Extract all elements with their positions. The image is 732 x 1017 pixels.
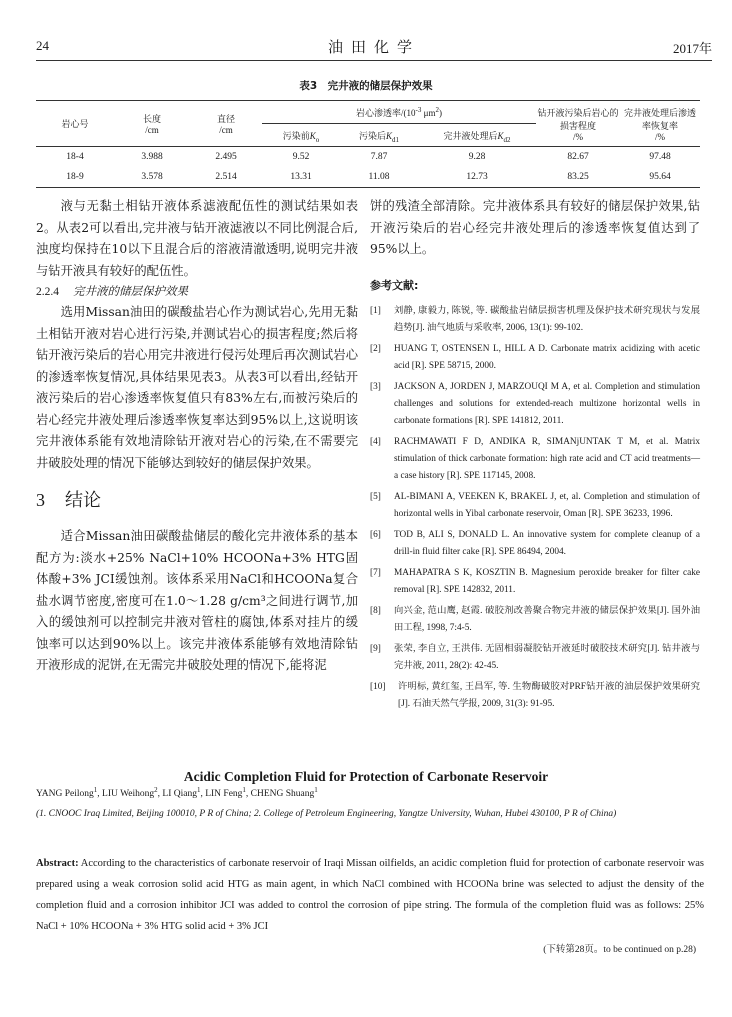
header-recovery-unit: /%: [655, 131, 665, 142]
cell-diameter: 2.514: [190, 167, 262, 188]
subsection-number: 2.2.4: [36, 286, 59, 298]
reference-item: [10] 许明标, 黄红玺, 王昌军, 等. 生物酶破胶对PRF钻开液的油层保护效果研究[J]. 石油天然气学报, 2009, 31(3): 91-95.: [370, 681, 700, 709]
reference-item: [7] MAHAPATRA S K, KOSZTIN B. Magnesium peroxide breaker for filter cake removal [R]. SPE 142832, 2011.: [370, 567, 700, 595]
header-permeability-group: 岩心渗透率$/(10^{-3}$ $\mu m^2$): [262, 101, 536, 124]
cell-diameter: 2.495: [190, 147, 262, 168]
cell-length: 3.578: [114, 167, 190, 188]
references-title: 参考文献:: [370, 278, 419, 292]
reference-item: [8] 向兴金, 范山鹰, 赵霞. 破胶剂改善聚合物完井液的储层保护效果[J]. 国外油田工程, 1998, 7:4-5.: [370, 605, 700, 633]
english-title: Acidic Completion Fluid for Protection of Carbonate Reservoir: [183, 769, 549, 784]
cell-damage: 83.25: [536, 167, 620, 188]
cell-damage: 82.67: [536, 147, 620, 168]
reference-item: [5] AL-BIMANI A, VEEKEN K, BRAKEL J, et, al. Completion and stimulation of horizontal wells in Yibal carbonate reservoir, Oman [R]. SPE 36233, 1996.: [370, 491, 700, 519]
reference-item: [4] RACHMAWATI F D, ANDIKA R, SIMANjUNTAK T M, et al. Matrix stimulation of thick carbonate formation: high rate acid and CT acid treatments—a case history [R]. SPE 117145, 2008.: [370, 436, 700, 481]
author: LIU Weihong$^2$: [102, 785, 158, 799]
author: LIN Feng$^1$: [205, 785, 246, 799]
page-number: 24: [36, 38, 49, 53]
running-header: [36, 38, 712, 61]
cell-recovery: 97.48: [620, 147, 700, 168]
table-caption: 表3 完井液的储层保护效果: [299, 80, 433, 92]
journal-name: 油田化学: [327, 38, 420, 56]
section-heading: [36, 486, 358, 512]
subsection-heading: [36, 283, 358, 299]
cell-core-id: 18-4: [36, 147, 114, 168]
conclusion-paragraph: 适合Missan油田碳酸盐储层的酸化完井液体系的基本配方为:淡水+25% NaCl+10% HCOONa+3% HTG固体酸+3% JCI缓蚀剂。该体系采用NaCl和HCOONa复合盐水调节密度,密度可在1.0～1.28 g/cm³之间进行调节,加入的缓蚀剂可以控制完井液对管柱的腐蚀,体系对挂片的缓蚀率可以达到90%以上。该完井液体系能够有效地清除钻开液形成的泥饼,在无需完井破胶处理的情况下,能将泥: [36, 529, 358, 672]
header-k-before: 污染前$K_o$: [282, 130, 320, 144]
abstract-text: According to the characteristics of carbonate reservoir of Iraqi Missan oilfields, an acidic completion fluid for protection of carbonate reservoir was prepared using a weak corrosion solid acid HTG as main agent, in which NaCl combined with HCOONa brine was selected to adjust the density of the completion fluid and a corrosion inhibitor JCI was added to control the corrosion of pipe string. The formula of the completion fluid was as follows: 25% NaCl + 10% HCOONa + 3% HTG solid acid + 3% JCI: [36, 858, 704, 932]
reference-item: [3] JACKSON A, JORDEN J, MARZOUQI M A, et al. Completion and stimulation challenges and solutions for extended-reach multizone horizontal wells in carbonate formations [R]. SPE 141812, 2011.: [370, 381, 700, 426]
cell-core-id: 18-9: [36, 167, 114, 188]
author: YANG Peilong$^1$: [36, 785, 98, 799]
cell-length: 3.988: [114, 147, 190, 168]
header-diameter-unit: /cm: [219, 125, 233, 135]
header-diameter: 直径 /cm: [190, 101, 262, 147]
protection-paragraph: 选用Missan油田的碳酸盐岩心作为测试岩心,先用无黏土相钻开液对岩心进行污染,并测试岩心的损害程度;然后将钻开液污染后的岩心用完井液进行侵污处理后再次测试岩心的渗透率恢复情况,具体结果见表3。从表3可以看出,经钻开液污染后的岩心渗透率恢复值只有83%左右,而被污染后的岩心经完井液处理后渗透率恢复率达到95%以上,这说明该完井液体系能有效地清除钻开液对岩心的污染,在不需要完井破胶处理的情况下能够达到较好的储层保护效果。: [36, 305, 358, 470]
header-core-id: 岩心号: [36, 101, 114, 147]
header-k-treated: 完井液处理后$K_{d2}$: [443, 130, 511, 144]
header-damage: 钻开液污染后岩心的损害程度 /%: [536, 101, 620, 147]
right-column: [370, 196, 700, 717]
abstract-label: Abstract:: [36, 858, 79, 869]
section-number: 3: [36, 490, 45, 510]
section-title: 结论: [65, 490, 101, 511]
author: CHENG Shuang$^1$: [250, 785, 318, 799]
english-affiliations: (1. CNOOC Iraq Limited, Beijing 100010, P R of China; 2. College of Petroleum Engineering, Yangtze University, Wuhan, Hubei 430100, P R of China): [36, 809, 617, 819]
table-3: [36, 100, 700, 188]
cell-k-after: 7.87: [340, 147, 418, 168]
continued-note: (下转第28页。to be continued on p.28): [543, 945, 696, 955]
reference-item: [9] 张荣, 李自立, 王洪伟. 无固相弱凝胶钻开液延时破胶技术研究[J]. 钻井液与完井液, 2011, 28(2): 42-45.: [370, 643, 700, 671]
header-length: 长度 /cm: [114, 101, 190, 147]
english-authors: YANG Peilong$^1$, LIU Weihong$^2$, LI Qiang$^1$, LIN Feng$^1$, CHENG Shuang$^1$: [36, 785, 318, 799]
table-row: [36, 167, 700, 188]
header-damage-unit: /%: [573, 131, 583, 142]
cell-k-treated: 12.73: [418, 167, 536, 188]
publication-year: 2017年: [672, 41, 712, 56]
compatibility-paragraph: 液与无黏土相钻开液体系滤液配伍性的测试结果如表2。从表2可以看出,完井液与钻开液滤液以不同比例混合后,浊度均保持在10以下且混合后的溶液清澈透明,说明完井液与钻开液具有较好的配伍性。: [36, 199, 358, 278]
cell-k-before: 9.52: [262, 147, 340, 168]
reference-item: [1] 刘静, 康毅力, 陈锐, 等. 碳酸盐岩储层损害机理及保护技术研究现状与发展趋势[J]. 油气地质与采收率, 2006, 13(1): 99-102.: [370, 305, 700, 333]
cell-k-before: 13.31: [262, 167, 340, 188]
header-k-after: 污染后$K_{d1}$: [358, 130, 400, 144]
header-length-unit: /cm: [145, 125, 159, 135]
subsection-title: 完井液的储层保护效果: [73, 284, 188, 298]
cell-k-treated: 9.28: [418, 147, 536, 168]
author: LI Qiang$^1$: [162, 785, 201, 799]
cell-recovery: 95.64: [620, 167, 700, 188]
reference-item: [6] TOD B, ALI S, DONALD L. An innovative system for complete cleanup of a drill-in fluid filter cake [R]. SPE 86494, 2004.: [370, 529, 700, 557]
reference-item: [2] HUANG T, OSTENSEN L, HILL A D. Carbonate matrix acidizing with acetic acid [R]. SPE 58715, 2000.: [370, 343, 700, 371]
table-row: [36, 147, 700, 168]
left-column: [36, 196, 358, 677]
conclusion-continued-paragraph: 饼的残渣全部清除。完井液体系具有较好的储层保护效果,钻开液污染后的岩心经完井液处理后的渗透率恢复值达到了95%以上。: [370, 199, 700, 256]
header-recovery: 完井液处理后渗透率恢复率 /%: [620, 101, 700, 147]
cell-k-after: 11.08: [340, 167, 418, 188]
english-abstract: [36, 853, 704, 937]
reference-list: [370, 303, 700, 713]
